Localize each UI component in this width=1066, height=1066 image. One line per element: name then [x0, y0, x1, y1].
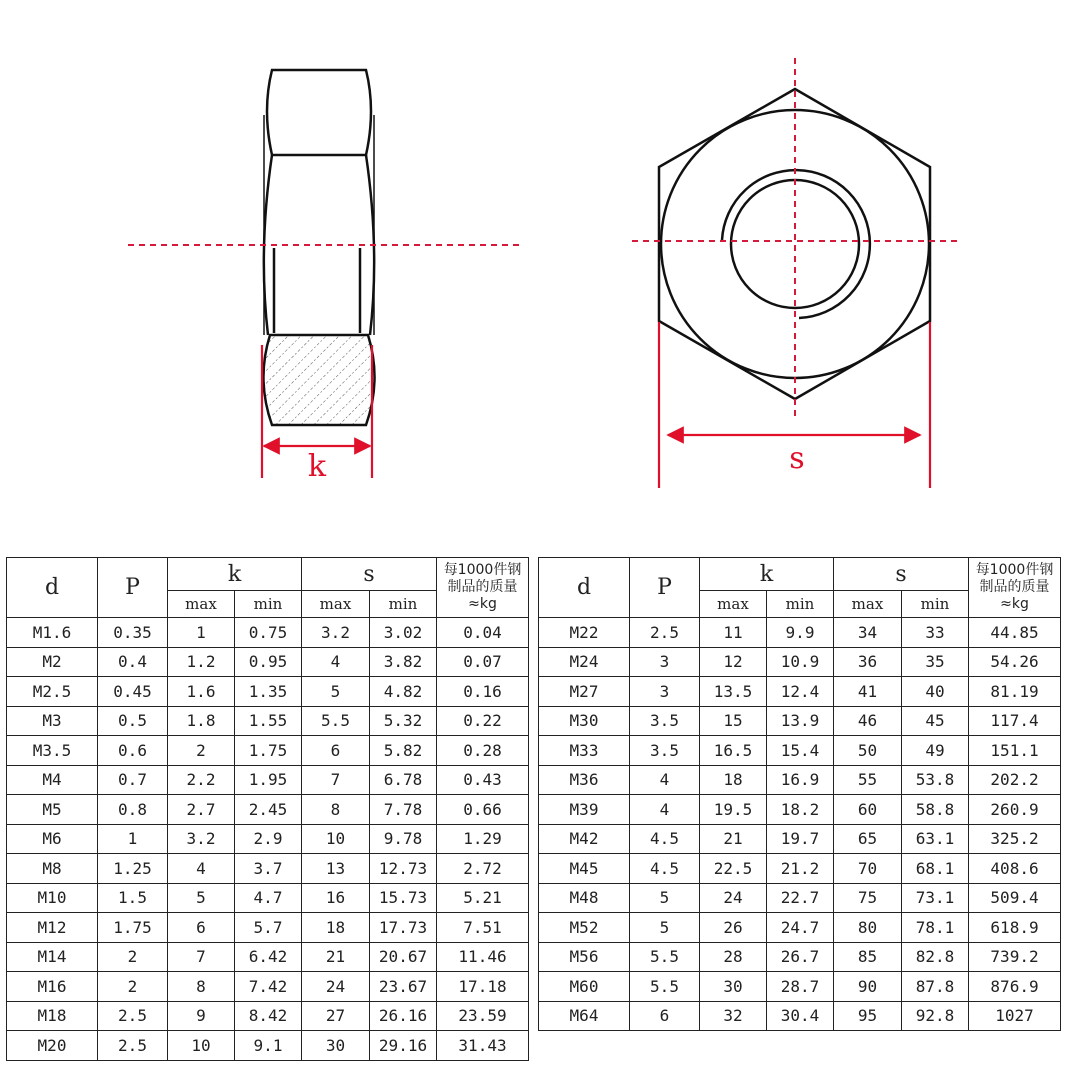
- cell-p: 3.5: [630, 706, 700, 736]
- cell-s-min: 4.82: [370, 677, 437, 707]
- cell-d: M14: [7, 942, 98, 972]
- cell-s-max: 65: [834, 824, 902, 854]
- cell-s-min: 73.1: [902, 883, 969, 913]
- cell-k-max: 15: [700, 706, 767, 736]
- cell-p: 0.6: [98, 736, 168, 766]
- cell-p: 1.25: [98, 854, 168, 884]
- k-label: k: [307, 449, 327, 484]
- cell-s-min: 9.78: [370, 824, 437, 854]
- header-mass: [437, 558, 529, 618]
- cell-mass: 202.2: [969, 765, 1061, 795]
- cell-k-min: 21.2: [767, 854, 834, 884]
- cell-mass: 260.9: [969, 795, 1061, 825]
- cell-p: 4.5: [630, 854, 700, 884]
- table-row: [539, 765, 1061, 795]
- cell-d: M22: [539, 618, 630, 648]
- table-row: [7, 1001, 529, 1031]
- table-row: [539, 824, 1061, 854]
- cell-s-min: 40: [902, 677, 969, 707]
- cell-k-min: 2.9: [235, 824, 302, 854]
- header-k-max: max: [168, 591, 235, 618]
- table-row: [7, 824, 529, 854]
- cell-s-min: 29.16: [370, 1031, 437, 1061]
- header-mass: [969, 558, 1061, 618]
- cell-p: 5.5: [630, 972, 700, 1002]
- cell-mass: 44.85: [969, 618, 1061, 648]
- cell-s-max: 30: [302, 1031, 370, 1061]
- cell-d: M64: [539, 1001, 630, 1031]
- table-row: [7, 942, 529, 972]
- cell-k-min: 3.7: [235, 854, 302, 884]
- cell-k-max: 1.8: [168, 706, 235, 736]
- cell-k-max: 19.5: [700, 795, 767, 825]
- cell-s-max: 34: [834, 618, 902, 648]
- cell-p: 1.5: [98, 883, 168, 913]
- cell-d: M48: [539, 883, 630, 913]
- cell-k-max: 2.7: [168, 795, 235, 825]
- cell-mass: 5.21: [437, 883, 529, 913]
- header-s-min: min: [902, 591, 969, 618]
- cell-s-min: 5.82: [370, 736, 437, 766]
- hex-nut-drawing: [0, 0, 1066, 520]
- cell-k-max: 16.5: [700, 736, 767, 766]
- cell-p: 5: [630, 883, 700, 913]
- cell-d: M20: [7, 1031, 98, 1061]
- cell-mass: 0.07: [437, 647, 529, 677]
- cell-s-min: 45: [902, 706, 969, 736]
- header-k-max: max: [700, 591, 767, 618]
- header-d: d: [7, 558, 98, 618]
- cell-s-min: 7.78: [370, 795, 437, 825]
- cell-k-min: 8.42: [235, 1001, 302, 1031]
- cell-p: 2.5: [98, 1001, 168, 1031]
- header-mass-line1: 每1000件钢: [975, 562, 1054, 578]
- cell-k-min: 1.95: [235, 765, 302, 795]
- header-p: P: [98, 558, 168, 618]
- cell-s-max: 60: [834, 795, 902, 825]
- cell-mass: 54.26: [969, 647, 1061, 677]
- cell-s-max: 4: [302, 647, 370, 677]
- cell-k-max: 28: [700, 942, 767, 972]
- cell-d: M2.5: [7, 677, 98, 707]
- cell-mass: 0.66: [437, 795, 529, 825]
- cell-d: M39: [539, 795, 630, 825]
- cell-mass: 408.6: [969, 854, 1061, 884]
- table-row: [7, 1031, 529, 1061]
- cell-s-max: 3.2: [302, 618, 370, 648]
- cell-s-max: 75: [834, 883, 902, 913]
- cell-s-max: 70: [834, 854, 902, 884]
- cell-mass: 0.04: [437, 618, 529, 648]
- cell-mass: 0.22: [437, 706, 529, 736]
- cell-k-min: 24.7: [767, 913, 834, 943]
- cell-s-max: 36: [834, 647, 902, 677]
- table-row: [539, 706, 1061, 736]
- table-row: [7, 765, 529, 795]
- cell-s-max: 46: [834, 706, 902, 736]
- cell-d: M30: [539, 706, 630, 736]
- cell-d: M36: [539, 765, 630, 795]
- cell-d: M3.5: [7, 736, 98, 766]
- cell-d: M18: [7, 1001, 98, 1031]
- table-row: [7, 618, 529, 648]
- cell-s-min: 53.8: [902, 765, 969, 795]
- cell-d: M60: [539, 972, 630, 1002]
- cell-k-min: 9.9: [767, 618, 834, 648]
- cell-p: 2.5: [630, 618, 700, 648]
- cell-mass: 81.19: [969, 677, 1061, 707]
- cell-s-min: 15.73: [370, 883, 437, 913]
- bore-circle: [731, 180, 859, 308]
- cell-s-max: 5.5: [302, 706, 370, 736]
- header-s-min: min: [370, 591, 437, 618]
- cell-s-min: 82.8: [902, 942, 969, 972]
- cell-s-max: 80: [834, 913, 902, 943]
- cell-d: M42: [539, 824, 630, 854]
- cell-d: M10: [7, 883, 98, 913]
- cell-s-min: 12.73: [370, 854, 437, 884]
- cell-p: 0.45: [98, 677, 168, 707]
- cell-k-min: 28.7: [767, 972, 834, 1002]
- header-s: s: [834, 558, 969, 591]
- cell-k-max: 1.6: [168, 677, 235, 707]
- table-row: [539, 883, 1061, 913]
- cell-s-min: 17.73: [370, 913, 437, 943]
- cell-p: 6: [630, 1001, 700, 1031]
- cell-k-max: 9: [168, 1001, 235, 1031]
- cell-d: M4: [7, 765, 98, 795]
- cell-k-max: 7: [168, 942, 235, 972]
- table-row: [7, 972, 529, 1002]
- cell-k-max: 6: [168, 913, 235, 943]
- header-s: s: [302, 558, 437, 591]
- table-row: [7, 677, 529, 707]
- cell-k-max: 24: [700, 883, 767, 913]
- cell-k-min: 6.42: [235, 942, 302, 972]
- cell-p: 0.35: [98, 618, 168, 648]
- header-mass-line3: ≈kg: [1000, 596, 1029, 612]
- cell-k-max: 12: [700, 647, 767, 677]
- cell-d: M8: [7, 854, 98, 884]
- cell-d: M3: [7, 706, 98, 736]
- cell-d: M16: [7, 972, 98, 1002]
- cell-k-min: 15.4: [767, 736, 834, 766]
- cell-s-min: 20.67: [370, 942, 437, 972]
- cell-s-min: 63.1: [902, 824, 969, 854]
- s-label: s: [789, 441, 805, 476]
- cell-s-min: 5.32: [370, 706, 437, 736]
- header-s-max: max: [302, 591, 370, 618]
- cell-mass: 7.51: [437, 913, 529, 943]
- cell-s-max: 5: [302, 677, 370, 707]
- cell-k-max: 18: [700, 765, 767, 795]
- cell-p: 5.5: [630, 942, 700, 972]
- cell-s-min: 3.82: [370, 647, 437, 677]
- header-mass-line2: 制品的质量: [979, 579, 1050, 595]
- cell-k-max: 8: [168, 972, 235, 1002]
- cell-mass: 17.18: [437, 972, 529, 1002]
- cell-k-max: 1.2: [168, 647, 235, 677]
- cell-k-min: 0.75: [235, 618, 302, 648]
- cell-s-max: 18: [302, 913, 370, 943]
- spec-table-right-body: [539, 618, 1061, 1031]
- cell-mass: 117.4: [969, 706, 1061, 736]
- table-row: [539, 913, 1061, 943]
- cell-d: M33: [539, 736, 630, 766]
- table-row: [539, 647, 1061, 677]
- cell-s-min: 49: [902, 736, 969, 766]
- cell-s-max: 85: [834, 942, 902, 972]
- cell-mass: 1.29: [437, 824, 529, 854]
- cell-p: 0.8: [98, 795, 168, 825]
- header-d: d: [539, 558, 630, 618]
- cell-p: 4: [630, 795, 700, 825]
- header-k: k: [700, 558, 834, 591]
- cell-s-max: 95: [834, 1001, 902, 1031]
- table-row: [539, 736, 1061, 766]
- cell-s-min: 33: [902, 618, 969, 648]
- cell-k-max: 26: [700, 913, 767, 943]
- cell-s-max: 21: [302, 942, 370, 972]
- cell-k-min: 9.1: [235, 1031, 302, 1061]
- cell-p: 2: [98, 972, 168, 1002]
- header-p: P: [630, 558, 700, 618]
- cell-s-min: 35: [902, 647, 969, 677]
- cell-p: 3: [630, 677, 700, 707]
- cell-k-min: 10.9: [767, 647, 834, 677]
- cell-k-max: 22.5: [700, 854, 767, 884]
- cell-k-min: 12.4: [767, 677, 834, 707]
- cell-k-max: 5: [168, 883, 235, 913]
- table-row: [7, 647, 529, 677]
- cell-s-max: 13: [302, 854, 370, 884]
- table-row: [7, 736, 529, 766]
- cell-k-min: 22.7: [767, 883, 834, 913]
- cell-k-max: 10: [168, 1031, 235, 1061]
- table-row: [7, 795, 529, 825]
- cell-d: M5: [7, 795, 98, 825]
- cell-s-min: 6.78: [370, 765, 437, 795]
- cell-s-max: 90: [834, 972, 902, 1002]
- cell-d: M2: [7, 647, 98, 677]
- cell-k-max: 32: [700, 1001, 767, 1031]
- table-row: [539, 854, 1061, 884]
- cell-s-max: 50: [834, 736, 902, 766]
- top-center-lines: [632, 58, 958, 418]
- table-row: [539, 942, 1061, 972]
- cell-p: 1: [98, 824, 168, 854]
- cell-p: 3.5: [630, 736, 700, 766]
- cell-mass: 11.46: [437, 942, 529, 972]
- cell-s-max: 41: [834, 677, 902, 707]
- cell-s-min: 3.02: [370, 618, 437, 648]
- cell-s-min: 26.16: [370, 1001, 437, 1031]
- cell-k-min: 13.9: [767, 706, 834, 736]
- cell-s-min: 87.8: [902, 972, 969, 1002]
- header-mass-line2: 制品的质量: [447, 579, 518, 595]
- cell-k-max: 13.5: [700, 677, 767, 707]
- cell-p: 5: [630, 913, 700, 943]
- table-row: [539, 677, 1061, 707]
- cell-k-min: 1.75: [235, 736, 302, 766]
- cell-d: M45: [539, 854, 630, 884]
- header-mass-line1: 每1000件钢: [443, 562, 522, 578]
- cell-mass: 618.9: [969, 913, 1061, 943]
- cell-s-min: 78.1: [902, 913, 969, 943]
- cell-k-max: 21: [700, 824, 767, 854]
- cell-mass: 739.2: [969, 942, 1061, 972]
- spec-table-right: [538, 557, 1061, 1031]
- cell-mass: 876.9: [969, 972, 1061, 1002]
- cell-s-max: 27: [302, 1001, 370, 1031]
- cell-mass: 31.43: [437, 1031, 529, 1061]
- cell-d: M24: [539, 647, 630, 677]
- spec-table-left-body: [7, 618, 529, 1061]
- header-k-min: min: [767, 591, 834, 618]
- cell-d: M52: [539, 913, 630, 943]
- cell-d: M1.6: [7, 618, 98, 648]
- cell-d: M27: [539, 677, 630, 707]
- cell-k-min: 19.7: [767, 824, 834, 854]
- cell-k-min: 5.7: [235, 913, 302, 943]
- cell-k-min: 26.7: [767, 942, 834, 972]
- cell-k-min: 0.95: [235, 647, 302, 677]
- cell-s-max: 8: [302, 795, 370, 825]
- header-k-min: min: [235, 591, 302, 618]
- cell-s-max: 24: [302, 972, 370, 1002]
- header-s-max: max: [834, 591, 902, 618]
- cell-s-max: 16: [302, 883, 370, 913]
- cell-s-max: 7: [302, 765, 370, 795]
- cell-k-min: 1.35: [235, 677, 302, 707]
- cell-s-min: 68.1: [902, 854, 969, 884]
- cell-p: 0.4: [98, 647, 168, 677]
- cell-k-min: 30.4: [767, 1001, 834, 1031]
- cell-p: 1.75: [98, 913, 168, 943]
- table-row: [539, 972, 1061, 1002]
- cell-k-min: 1.55: [235, 706, 302, 736]
- cell-k-max: 4: [168, 854, 235, 884]
- cell-mass: 325.2: [969, 824, 1061, 854]
- cell-p: 2.5: [98, 1031, 168, 1061]
- cell-d: M12: [7, 913, 98, 943]
- section-hatch: [263, 335, 374, 425]
- cell-k-max: 3.2: [168, 824, 235, 854]
- cell-k-min: 7.42: [235, 972, 302, 1002]
- header-mass-line3: ≈kg: [468, 596, 497, 612]
- cell-k-max: 11: [700, 618, 767, 648]
- spec-table-left: [6, 557, 529, 1061]
- cell-p: 0.7: [98, 765, 168, 795]
- cell-s-min: 58.8: [902, 795, 969, 825]
- cell-k-min: 16.9: [767, 765, 834, 795]
- cell-d: M6: [7, 824, 98, 854]
- cell-k-max: 1: [168, 618, 235, 648]
- cell-s-min: 23.67: [370, 972, 437, 1002]
- cell-p: 4: [630, 765, 700, 795]
- cell-k-min: 18.2: [767, 795, 834, 825]
- cell-p: 0.5: [98, 706, 168, 736]
- cell-k-min: 2.45: [235, 795, 302, 825]
- table-row: [7, 854, 529, 884]
- cell-k-max: 30: [700, 972, 767, 1002]
- cell-mass: 509.4: [969, 883, 1061, 913]
- table-row: [7, 913, 529, 943]
- cell-d: M56: [539, 942, 630, 972]
- cell-mass: 23.59: [437, 1001, 529, 1031]
- table-row: [539, 795, 1061, 825]
- cell-k-max: 2.2: [168, 765, 235, 795]
- cell-p: 3: [630, 647, 700, 677]
- cell-mass: 151.1: [969, 736, 1061, 766]
- cell-s-min: 92.8: [902, 1001, 969, 1031]
- table-row: [7, 706, 529, 736]
- cell-s-max: 55: [834, 765, 902, 795]
- nut-side-view: [263, 70, 374, 425]
- cell-p: 2: [98, 942, 168, 972]
- cell-mass: 2.72: [437, 854, 529, 884]
- cell-k-min: 4.7: [235, 883, 302, 913]
- cell-s-max: 10: [302, 824, 370, 854]
- cell-mass: 0.28: [437, 736, 529, 766]
- table-row: [539, 1001, 1061, 1031]
- cell-k-max: 2: [168, 736, 235, 766]
- table-row: [7, 883, 529, 913]
- table-row: [539, 618, 1061, 648]
- cell-mass: 0.16: [437, 677, 529, 707]
- header-k: k: [168, 558, 302, 591]
- cell-mass: 1027: [969, 1001, 1061, 1031]
- cell-s-max: 6: [302, 736, 370, 766]
- cell-p: 4.5: [630, 824, 700, 854]
- cell-mass: 0.43: [437, 765, 529, 795]
